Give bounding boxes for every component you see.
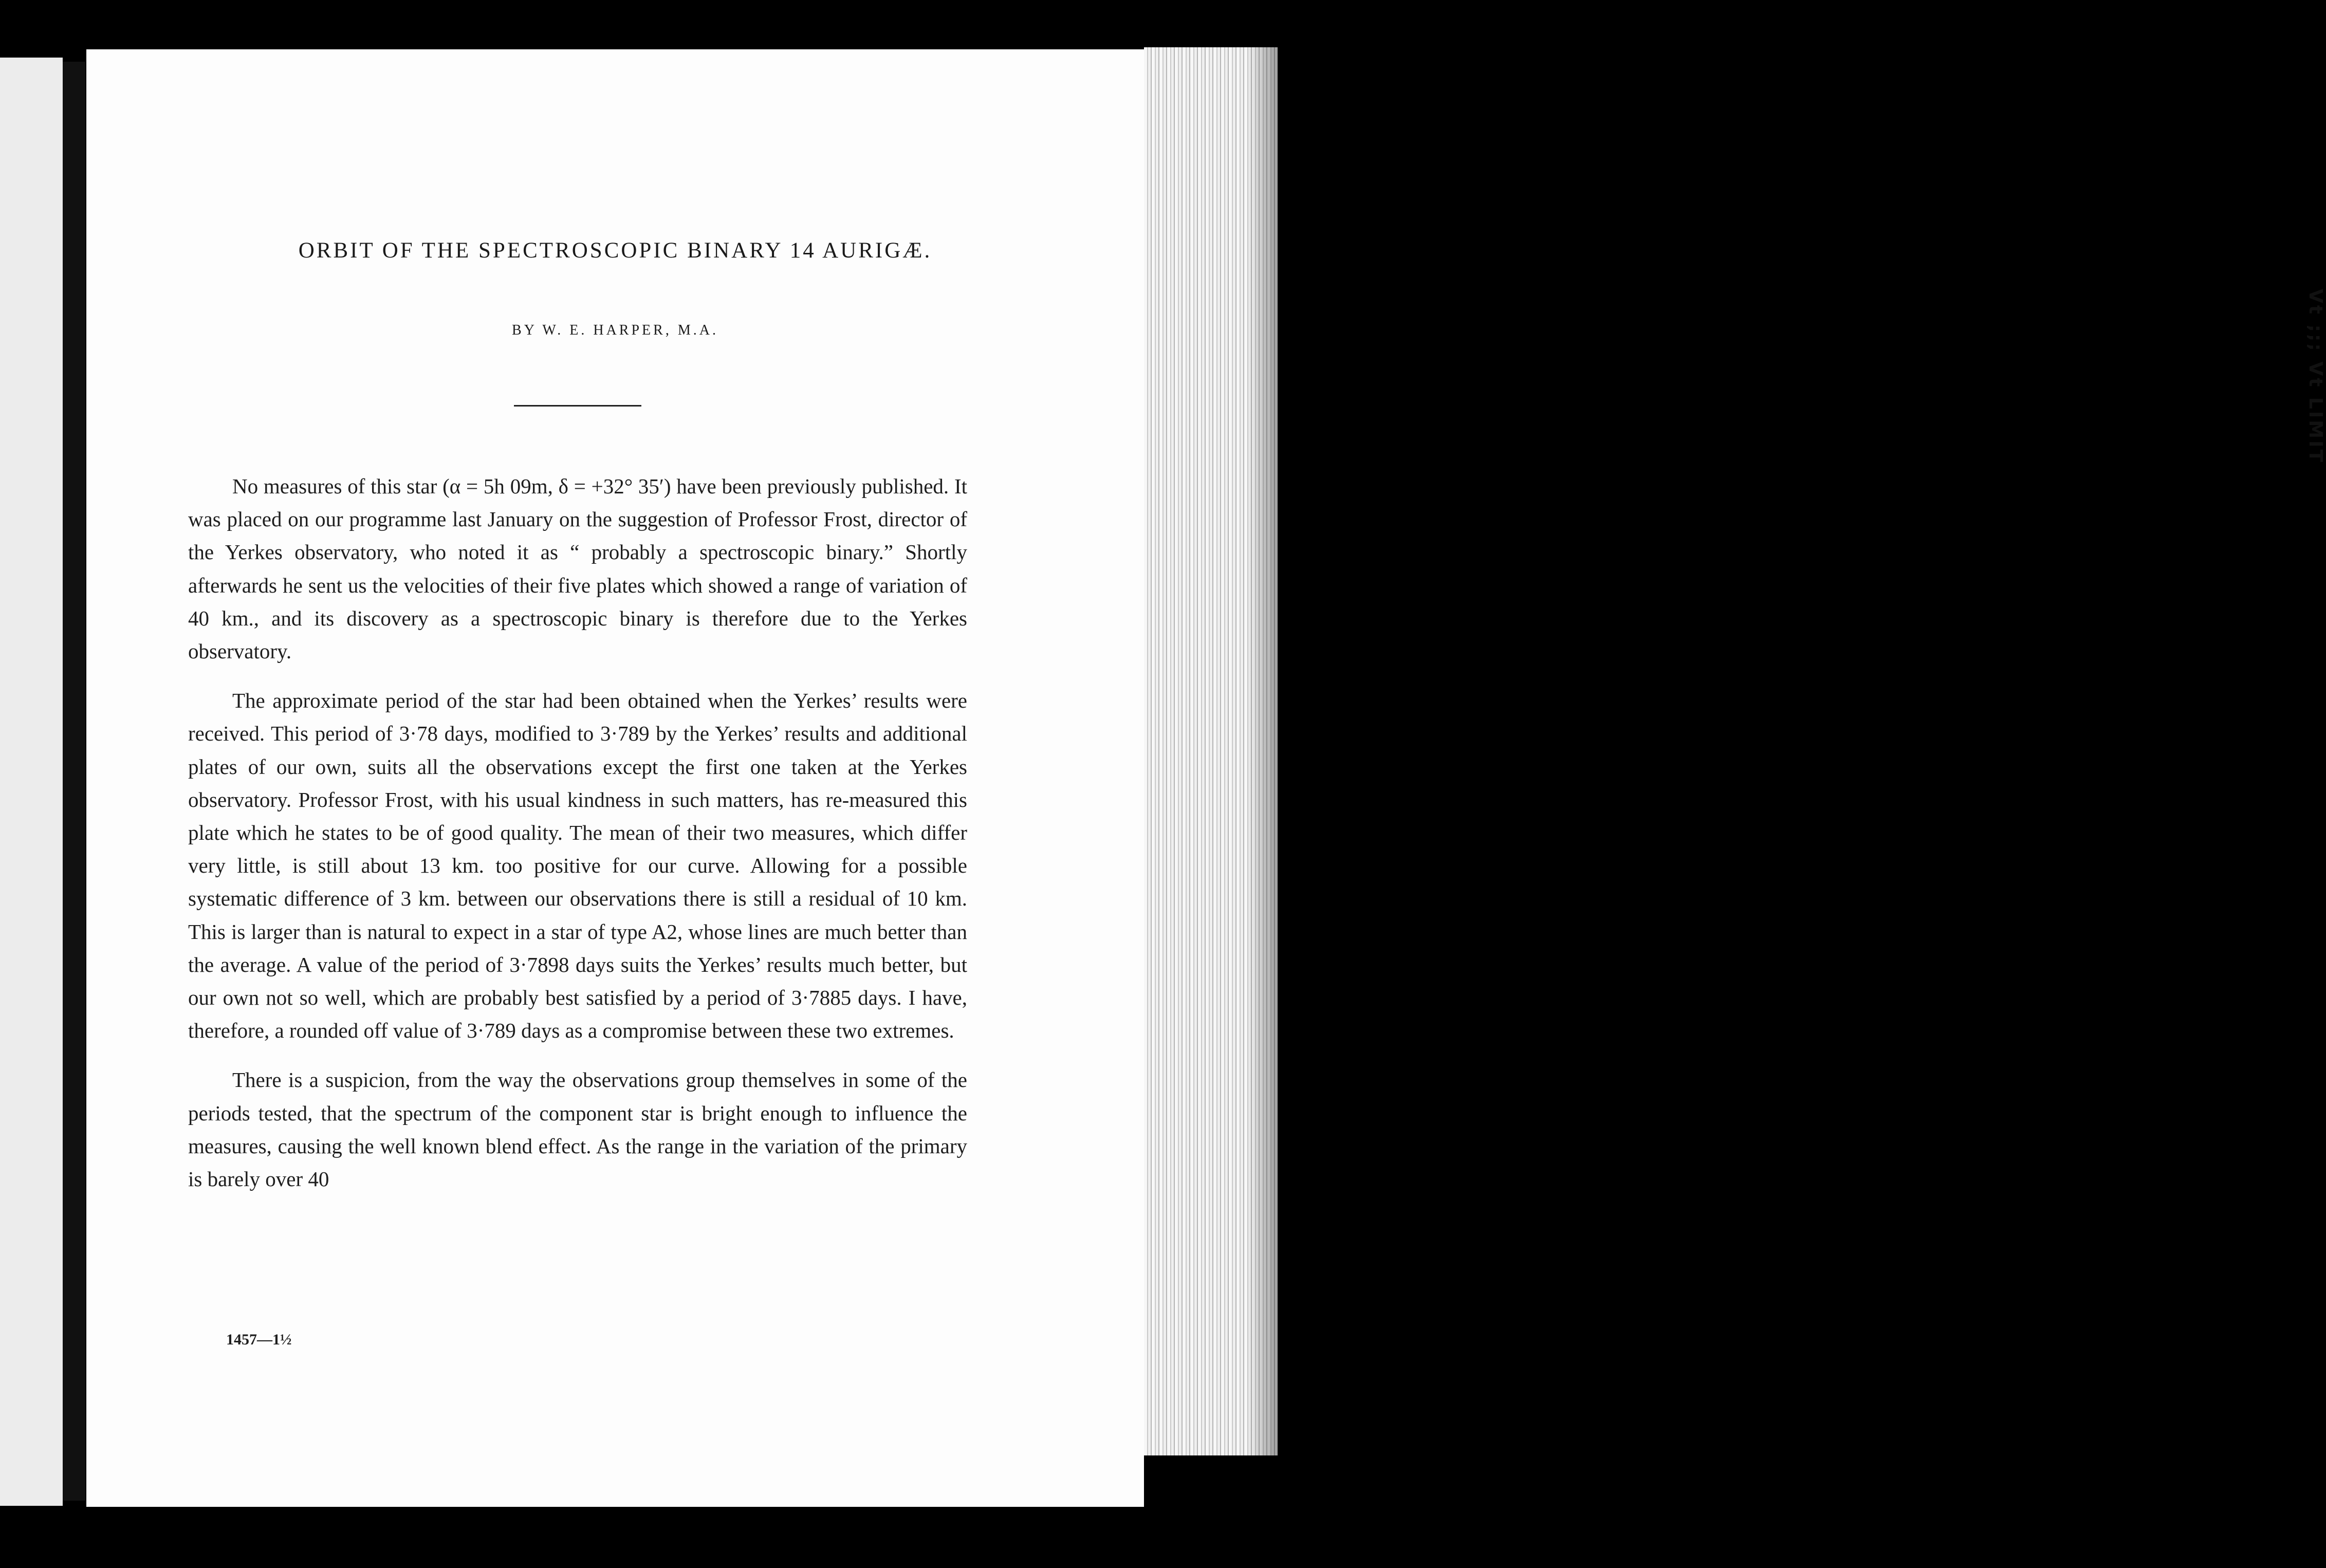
article-title: ORBIT OF THE SPECTROSCOPIC BINARY 14 AURIGÆ.	[298, 238, 932, 263]
page-stack-edges	[1144, 47, 2326, 1455]
article-body	[188, 470, 967, 1195]
paragraph-1: No measures of this star (α = 5h 09m, δ = +32° 35′) have been previously published. It was placed on our programme last January on the suggestion of Professor Frost, director of the Yerkes observatory, who noted it as “ probably a spectroscopic binary.” Shortly afterwards he sent us the velocities of their five plates which showed a range of variation of 40 km., and its discovery as a spectroscopic binary is therefore due to the Yerkes observatory.	[188, 474, 967, 663]
paragraph-2: The approximate period of the star had been obtained when the Yerkes’ results were received. This period of 3·78 days, modified to 3·789 by the Yerkes’ results and additional plates of our own, suits all the observations except the first one taken at the Yerkes observatory. Professor Frost, with his usual kindness in such matters, has re-measured this plate which he states to be of good quality. The mean of their two measures, which differ very little, is still about 13 km. too positive for our curve. Allowing for a possible systematic difference of 3 km. between our observations there is still a residual of 10 km. This is larger than is natural to expect in a star of type A2, whose lines are much better than the average. A value of the period of 3·7898 days suits the Yerkes’ results much better, but our own not so well, which are probably best satisfied by a period of 3·7885 days. I have, therefore, a rounded off value of 3·789 days as a compromise between these two extremes.	[188, 689, 967, 1043]
separator-rule	[514, 405, 641, 407]
facing-page-edge	[0, 58, 63, 1506]
paragraph-3: There is a suspicion, from the way the observations group themselves in some of the periods tested, that the spectrum of the component star is bright enough to influence the measures, causing the well known blend effect. As the range in the variation of the primary is barely over 40	[188, 1068, 967, 1191]
edge-stamp: Vt ;;; Vt LIMIT	[2305, 289, 2326, 465]
author-byline: BY W. E. HARPER, M.A.	[512, 322, 718, 338]
book-spine-gutter	[63, 62, 85, 1501]
printer-signature-mark: 1457—1½	[226, 1331, 292, 1348]
